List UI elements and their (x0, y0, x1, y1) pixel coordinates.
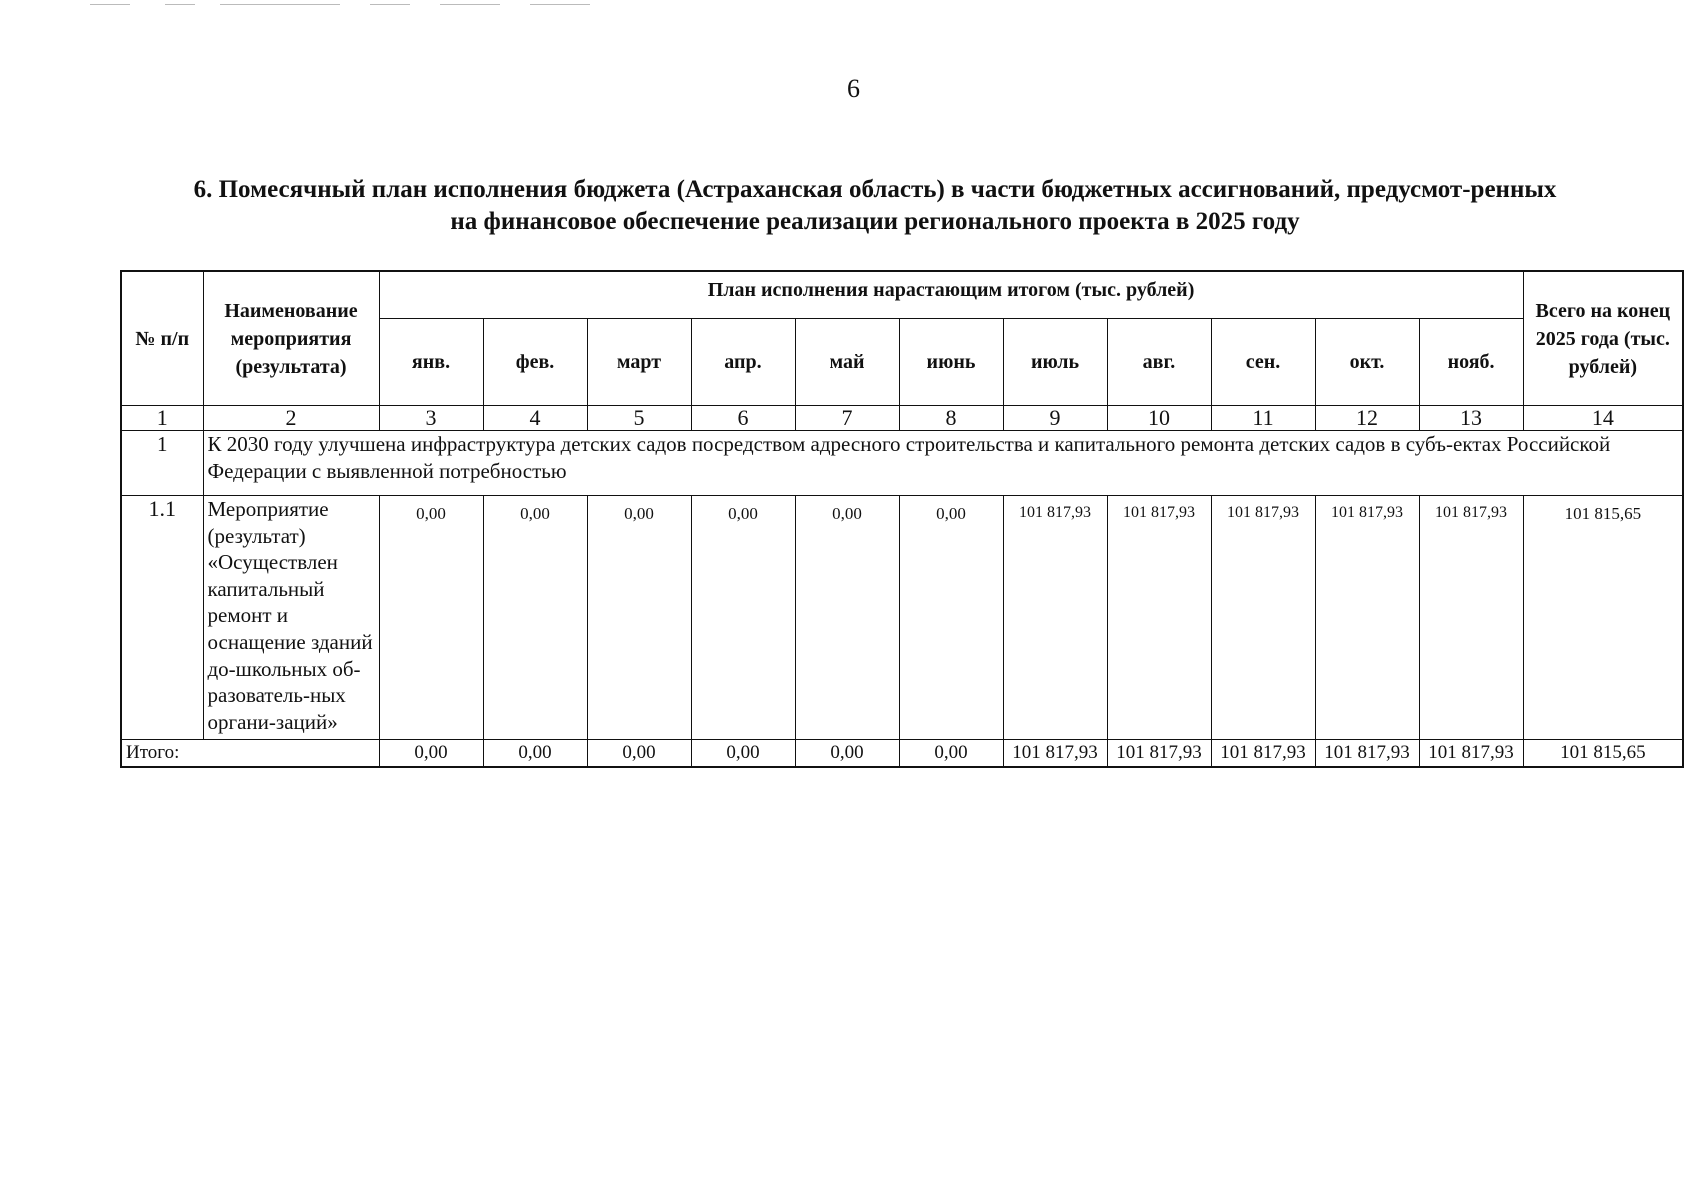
item-value: 101 817,93 (1419, 496, 1523, 740)
header-month: янв. (379, 319, 483, 406)
totals-value: 0,00 (483, 740, 587, 768)
item-value: 0,00 (795, 496, 899, 740)
item-value: 101 817,93 (1107, 496, 1211, 740)
column-number: 3 (379, 406, 483, 431)
header-row (121, 271, 1683, 319)
header-month: июль (1003, 319, 1107, 406)
column-number: 14 (1523, 406, 1683, 431)
item-row (121, 496, 1683, 740)
header-month: фев. (483, 319, 587, 406)
item-value: 0,00 (899, 496, 1003, 740)
item-total: 101 815,65 (1523, 496, 1683, 740)
column-number: 12 (1315, 406, 1419, 431)
totals-value: 0,00 (795, 740, 899, 768)
goal-num: 1 (121, 431, 203, 496)
item-value: 0,00 (691, 496, 795, 740)
header-month: март (587, 319, 691, 406)
header-month: окт. (1315, 319, 1419, 406)
item-value: 101 817,93 (1315, 496, 1419, 740)
totals-value: 0,00 (691, 740, 795, 768)
totals-value: 101 817,93 (1003, 740, 1107, 768)
goal-text: К 2030 году улучшена инфраструктура детских садов посредством адресного строительства и капитального ремонта детских садов в субъ-ектах Российской Федерации с выявленной потребностью (203, 431, 1683, 496)
column-number: 10 (1107, 406, 1211, 431)
page-number: 6 (847, 74, 860, 103)
column-number-row (121, 406, 1683, 431)
column-number: 11 (1211, 406, 1315, 431)
column-number: 4 (483, 406, 587, 431)
item-value: 0,00 (379, 496, 483, 740)
column-number: 7 (795, 406, 899, 431)
totals-label: Итого: (121, 740, 379, 768)
totals-value: 101 817,93 (1107, 740, 1211, 768)
column-number: 2 (203, 406, 379, 431)
column-number: 9 (1003, 406, 1107, 431)
item-value: 0,00 (587, 496, 691, 740)
totals-value: 0,00 (587, 740, 691, 768)
document-title (180, 174, 1570, 238)
header-month: май (795, 319, 899, 406)
header-month: нояб. (1419, 319, 1523, 406)
header-num: № п/п (121, 271, 203, 406)
item-value: 101 817,93 (1003, 496, 1107, 740)
totals-value: 0,00 (379, 740, 483, 768)
totals-total: 101 815,65 (1523, 740, 1683, 768)
totals-value: 0,00 (899, 740, 1003, 768)
header-total: Всего на конец 2025 года (тыс. рублей) (1523, 271, 1683, 406)
header-name: Наименование мероприятия (результата) (203, 271, 379, 406)
totals-value: 101 817,93 (1315, 740, 1419, 768)
goal-row (121, 431, 1683, 496)
column-number: 5 (587, 406, 691, 431)
scan-artifact (90, 0, 590, 10)
totals-value: 101 817,93 (1419, 740, 1523, 768)
header-month: апр. (691, 319, 795, 406)
budget-plan-table (120, 270, 1684, 768)
item-name: Мероприятие (результат) «Осуществлен капитальный ремонт и оснащение зданий до-школьных об-разователь-ных органи-заций» (203, 496, 379, 740)
header-month: авг. (1107, 319, 1211, 406)
totals-row (121, 740, 1683, 768)
column-number: 6 (691, 406, 795, 431)
item-value: 0,00 (483, 496, 587, 740)
item-num: 1.1 (121, 496, 203, 740)
header-month: сен. (1211, 319, 1315, 406)
title-text: 6. Помесячный план исполнения бюджета (Астраханская область) в части бюджетных ассигнований, предусмот-ренных на финансовое обеспечение реализации регионального проекта в 2025 году (193, 176, 1557, 235)
totals-value: 101 817,93 (1211, 740, 1315, 768)
header-month: июнь (899, 319, 1003, 406)
item-value: 101 817,93 (1211, 496, 1315, 740)
column-number: 13 (1419, 406, 1523, 431)
column-number: 1 (121, 406, 203, 431)
header-plan: План исполнения нарастающим итогом (тыс. рублей) (379, 271, 1523, 319)
column-number: 8 (899, 406, 1003, 431)
